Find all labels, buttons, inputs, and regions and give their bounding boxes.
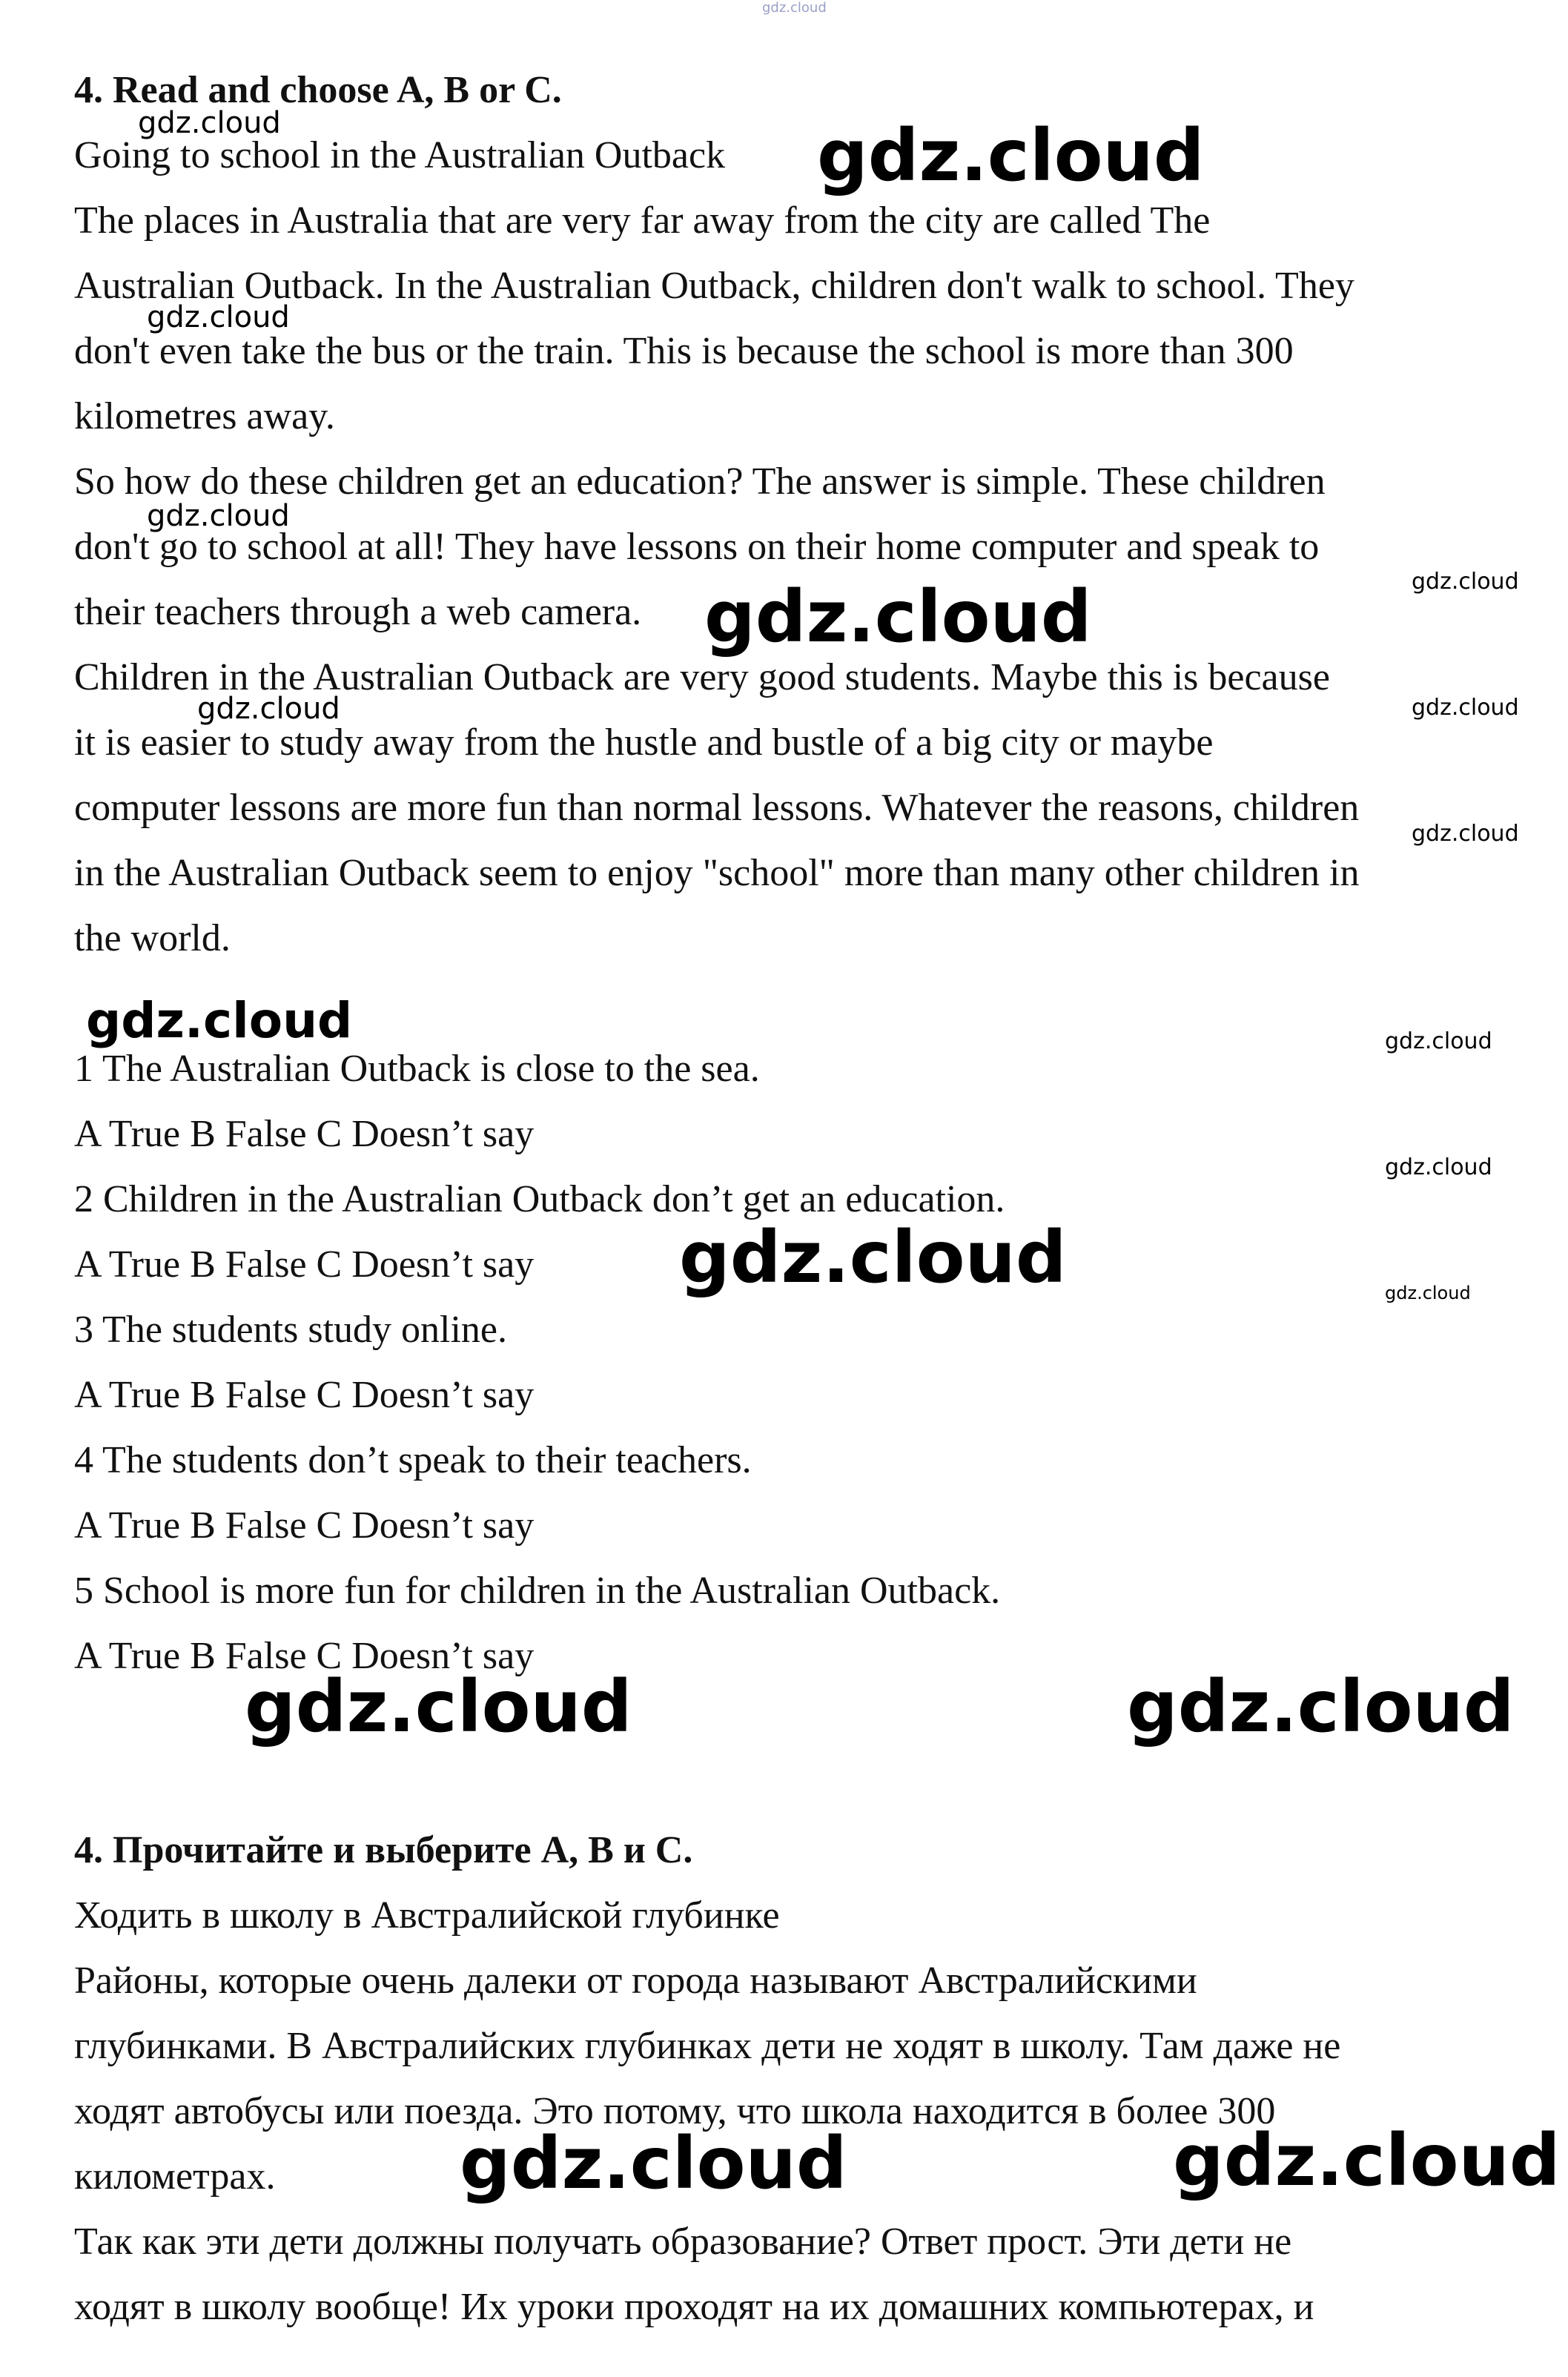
watermark: gdz.cloud xyxy=(1385,1283,1471,1303)
paragraph-line: computer lessons are more fun than normal lessons. Whatever the reasons, children xyxy=(74,787,1360,829)
question-options: A True B False C Doesn’t say xyxy=(74,1635,535,1677)
watermark: gdz.cloud xyxy=(1127,1665,1515,1748)
text-title: Going to school in the Australian Outback xyxy=(74,134,726,176)
question-options: A True B False C Doesn’t say xyxy=(74,1243,535,1286)
watermark: gdz.cloud xyxy=(1385,1154,1492,1180)
paragraph-line: kilometres away. xyxy=(74,395,335,437)
exercise-heading: 4. Read and choose A, B or C. xyxy=(74,69,562,111)
question-options: A True B False C Doesn’t say xyxy=(74,1113,535,1155)
paragraph-line-translation: ходят автобусы или поезда. Это потому, что школа находится в более 300 xyxy=(74,2090,1276,2132)
watermark: gdz.cloud xyxy=(704,575,1092,658)
question-statement: 4 The students don’t speak to their teachers. xyxy=(74,1439,752,1481)
paragraph-line-translation: Так как эти дети должны получать образование? Ответ прост. Эти дети не xyxy=(74,2221,1292,2263)
watermark: gdz.cloud xyxy=(86,992,353,1049)
watermark: gdz.cloud xyxy=(1412,695,1519,721)
watermark: gdz.cloud xyxy=(460,2122,847,2205)
paragraph-line-translation: Районы, которые очень далеки от города называют Австралийскими xyxy=(74,1960,1197,2002)
watermark: gdz.cloud xyxy=(1173,2119,1561,2202)
watermark: gdz.cloud xyxy=(1412,569,1519,595)
paragraph-line: the world. xyxy=(74,917,231,959)
paragraph-line: So how do these children get an education? The answer is simple. These children xyxy=(74,460,1326,503)
question-options: A True B False C Doesn’t say xyxy=(74,1504,535,1547)
paragraph-line: don't even take the bus or the train. This is because the school is more than 300 xyxy=(74,330,1294,372)
paragraph-line: don't go to school at all! They have lessons on their home computer and speak to xyxy=(74,526,1320,568)
question-statement: 1 The Australian Outback is close to the sea. xyxy=(74,1048,760,1090)
watermark: gdz.cloud xyxy=(1412,821,1519,847)
paragraph-line-translation: километрах. xyxy=(74,2155,276,2198)
question-statement: 3 The students study online. xyxy=(74,1309,508,1351)
question-options: A True B False C Doesn’t say xyxy=(74,1374,535,1416)
watermark: gdz.cloud xyxy=(245,1665,632,1748)
paragraph-line: it is easier to study away from the hustle and bustle of a big city or maybe xyxy=(74,721,1214,764)
exercise-heading-translation: 4. Прочитайте и выберите А, В и С. xyxy=(74,1829,693,1871)
question-statement: 5 School is more fun for children in the Australian Outback. xyxy=(74,1570,1001,1612)
paragraph-line: Australian Outback. In the Australian Outback, children don't walk to school. They xyxy=(74,265,1354,307)
watermark: gdz.cloud xyxy=(817,114,1205,197)
watermark: gdz.cloud xyxy=(138,106,281,140)
paragraph-line: their teachers through a web camera. xyxy=(74,591,642,633)
paragraph-line: Children in the Australian Outback are very good students. Maybe this is because xyxy=(74,656,1330,698)
paragraph-line-translation: глубинками. В Австралийских глубинках дети не ходят в школу. Там даже не xyxy=(74,2025,1341,2067)
watermark: gdz.cloud xyxy=(147,499,290,533)
watermark: gdz.cloud xyxy=(1385,1028,1492,1054)
watermark: gdz.cloud xyxy=(197,692,340,726)
watermark: gdz.cloud xyxy=(147,300,290,334)
paragraph-line: The places in Australia that are very far away from the city are called The xyxy=(74,199,1211,242)
paragraph-line: in the Australian Outback seem to enjoy "school" more than many other children in xyxy=(74,852,1360,894)
question-statement: 2 Children in the Australian Outback don’t get an education. xyxy=(74,1178,1005,1220)
watermark: gdz.cloud xyxy=(679,1216,1067,1299)
watermark: gdz.cloud xyxy=(762,0,827,16)
paragraph-line-translation: ходят в школу вообще! Их уроки проходят на их домашних компьютерах, и xyxy=(74,2286,1314,2328)
text-title-translation: Ходить в школу в Австралийской глубинке xyxy=(74,1894,780,1937)
